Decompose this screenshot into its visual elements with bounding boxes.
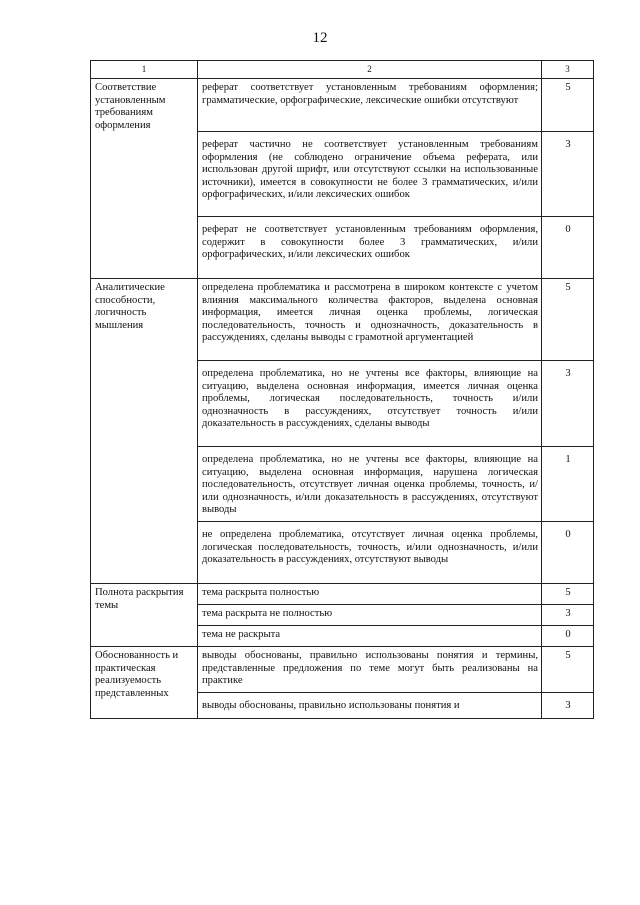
criterion-score: 3 <box>542 605 594 626</box>
page-number: 12 <box>312 30 328 46</box>
criterion-score: 3 <box>542 693 594 719</box>
criterion-score: 5 <box>542 279 594 361</box>
criterion-description: реферат частично не соответствует установленным требованиям оформления (не соблюдено ограничение объема реферата, или использован другой шрифт, или отсутствуют ссылки на использованные источники), имеется в совокупности не более 3 грамматических, и/или орфографических, и/или лексических ошибок <box>198 132 542 217</box>
criterion-topic-coverage: Полнота раскрытия темы <box>91 584 198 647</box>
criterion-description: реферат соответствует установленным требованиям оформления; грамматические, орфографические, лексические ошибки отсутствуют <box>198 79 542 132</box>
criterion-description: тема раскрыта не полностью <box>198 605 542 626</box>
criterion-formatting: Соответствие установленным требованиям оформления <box>91 79 198 279</box>
table-row <box>91 279 594 361</box>
table-header-row <box>91 61 594 79</box>
table-row <box>91 647 594 693</box>
criterion-description: определена проблематика и рассмотрена в широком контексте с учетом влияния максимального количества факторов, выделена основная информация, имеется личная оценка проблемы, логическая последовательность, точность и однозначность, доказательность в рассуждениях, сделаны выводы с грамотной аргументацией <box>198 279 542 361</box>
criterion-score: 0 <box>542 626 594 647</box>
assessment-criteria-table <box>90 60 594 719</box>
criterion-score: 0 <box>542 217 594 279</box>
table-row <box>91 584 594 605</box>
criterion-score: 5 <box>542 584 594 605</box>
criterion-description: выводы обоснованы, правильно использованы понятия и термины, представленные предложения по теме могут быть реализованы на практике <box>198 647 542 693</box>
criterion-score: 1 <box>542 447 594 522</box>
criterion-analytical-abilities: Аналитические способности, логичность мышления <box>91 279 198 584</box>
column-header-1: 1 <box>91 61 198 79</box>
criterion-score: 3 <box>542 361 594 447</box>
criterion-description: определена проблематика, но не учтены все факторы, влияющие на ситуацию, выделена основная информация, имеется личная оценка проблемы, логическая последовательность, точность и/или однозначность в рассуждениях, отсутствует точность и/или доказательность в рассуждениях, сделаны выводы <box>198 361 542 447</box>
criterion-description: реферат не соответствует установленным требованиям оформления, содержит в совокупности более 3 грамматических, и/или орфографических, и/или лексических ошибок <box>198 217 542 279</box>
criterion-score: 5 <box>542 79 594 132</box>
criterion-description: определена проблематика, но не учтены все факторы, влияющие на ситуацию, выделена основная информация, нарушена логическая последовательность, отсутствует личная оценка проблемы, точность, и/или однозначность, и/или доказательность в рассуждениях, отсутствуют выводы <box>198 447 542 522</box>
criterion-score: 0 <box>542 522 594 584</box>
criterion-description: тема не раскрыта <box>198 626 542 647</box>
criterion-description: тема раскрыта полностью <box>198 584 542 605</box>
criterion-practical-validity: Обоснованность и практическая реализуемость представленных <box>91 647 198 719</box>
column-header-2: 2 <box>198 61 542 79</box>
table-row <box>91 79 594 132</box>
criterion-description: выводы обоснованы, правильно использованы понятия и <box>198 693 542 719</box>
criterion-description: не определена проблематика, отсутствует личная оценка проблемы, логическая последовательность, точность, и/или однозначность, и/или доказательность в рассуждениях, отсутствуют выводы <box>198 522 542 584</box>
column-header-3: 3 <box>542 61 594 79</box>
criterion-score: 3 <box>542 132 594 217</box>
criterion-score: 5 <box>542 647 594 693</box>
